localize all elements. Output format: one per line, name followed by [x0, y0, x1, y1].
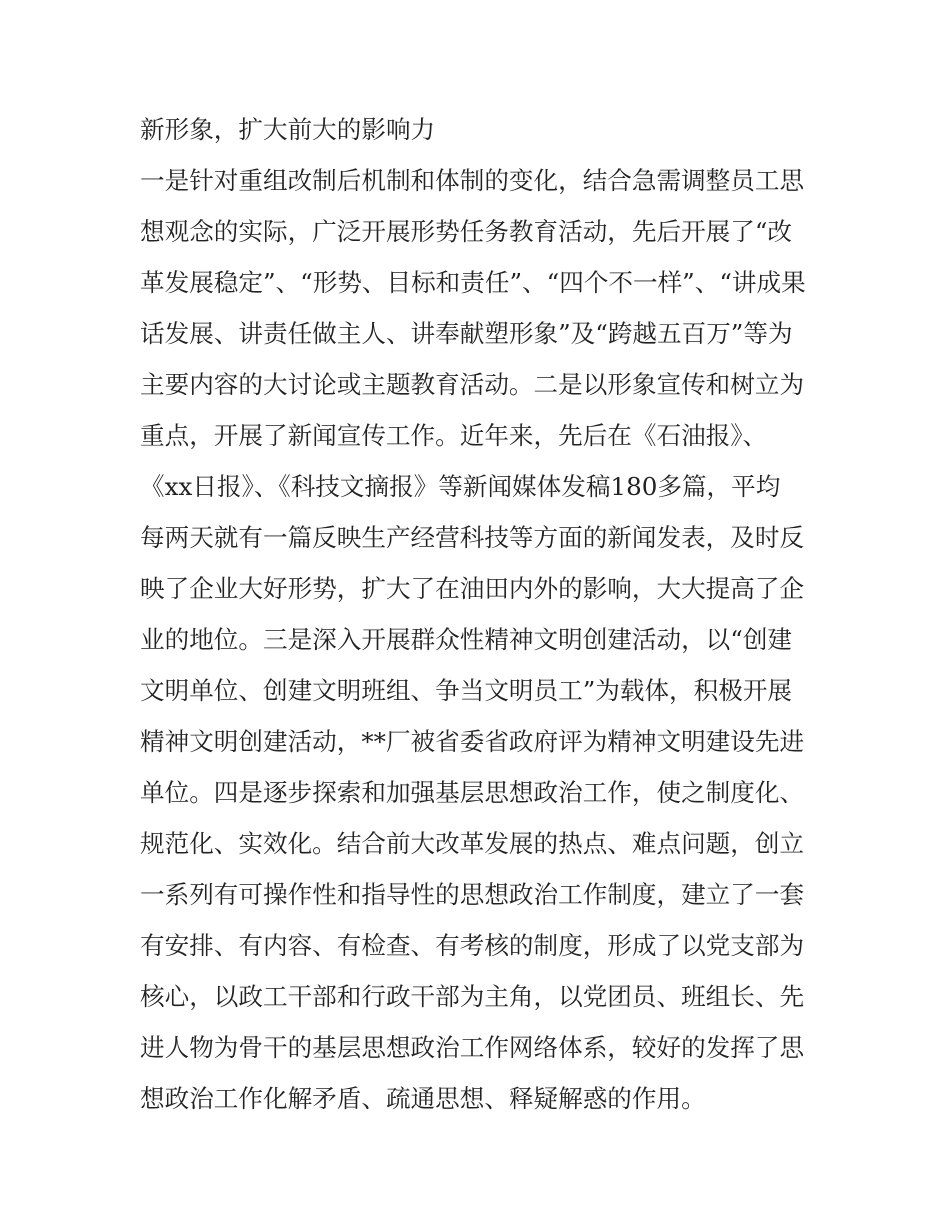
text-line: 主要内容的大讨论或主题教育活动。二是以形象宣传和树立为 — [140, 370, 805, 399]
text-line: 一是针对重组改制后机制和体制的变化，结合急需调整员工思 — [140, 166, 805, 195]
text-line: 规范化、实效化。结合前大改革发展的热点、难点问题，创立 — [140, 829, 805, 858]
text-line: 想观念的实际，广泛开展形势任务教育活动，先后开展了“改 — [140, 217, 793, 246]
body-text — [140, 109, 820, 1129]
text-line: 文明单位、创建文明班组、争当文明员工”为载体，积极开展 — [140, 676, 793, 705]
text-line: 精神文明创建活动，**厂被省委省政府评为精神文明建设先进 — [140, 727, 805, 756]
text-line: 映了企业大好形势，扩大了在油田内外的影响，大大提高了企 — [140, 574, 805, 603]
text-line: 核心，以政工干部和行政干部为主角，以党团员、班组长、先 — [140, 982, 805, 1011]
text-line: 单位。四是逐步探索和加强基层思想政治工作，使之制度化、 — [140, 778, 805, 807]
text-line: 重点，开展了新闻宣传工作。近年来，先后在《石油报》、 — [140, 421, 768, 450]
text-line: 每两天就有一篇反映生产经营科技等方面的新闻发表，及时反 — [140, 523, 805, 552]
text-line: 一系列有可操作性和指导性的思想政治工作制度，建立了一套 — [140, 880, 805, 909]
text-line: 新形象，扩大前大的影响力 — [140, 115, 436, 144]
text-line: 话发展、讲责任做主人、讲奉献塑形象”及“跨越五百万”等为 — [140, 319, 793, 348]
text-line: 《xx日报》、《科技文摘报》等新闻媒体发稿180多篇，平均 — [140, 472, 781, 501]
text-line: 有安排、有内容、有检查、有考核的制度，形成了以党支部为 — [140, 931, 805, 960]
text-line: 业的地位。三是深入开展群众性精神文明创建活动，以“创建 — [140, 625, 793, 654]
text-line: 革发展稳定”、“形势、目标和责任”、“四个不一样”、“讲成果 — [140, 268, 806, 297]
text-line: 想政治工作化解矛盾、疏通思想、释疑解惑的作用。 — [140, 1084, 706, 1113]
text-line: 进人物为骨干的基层思想政治工作网络体系，较好的发挥了思 — [140, 1033, 805, 1062]
